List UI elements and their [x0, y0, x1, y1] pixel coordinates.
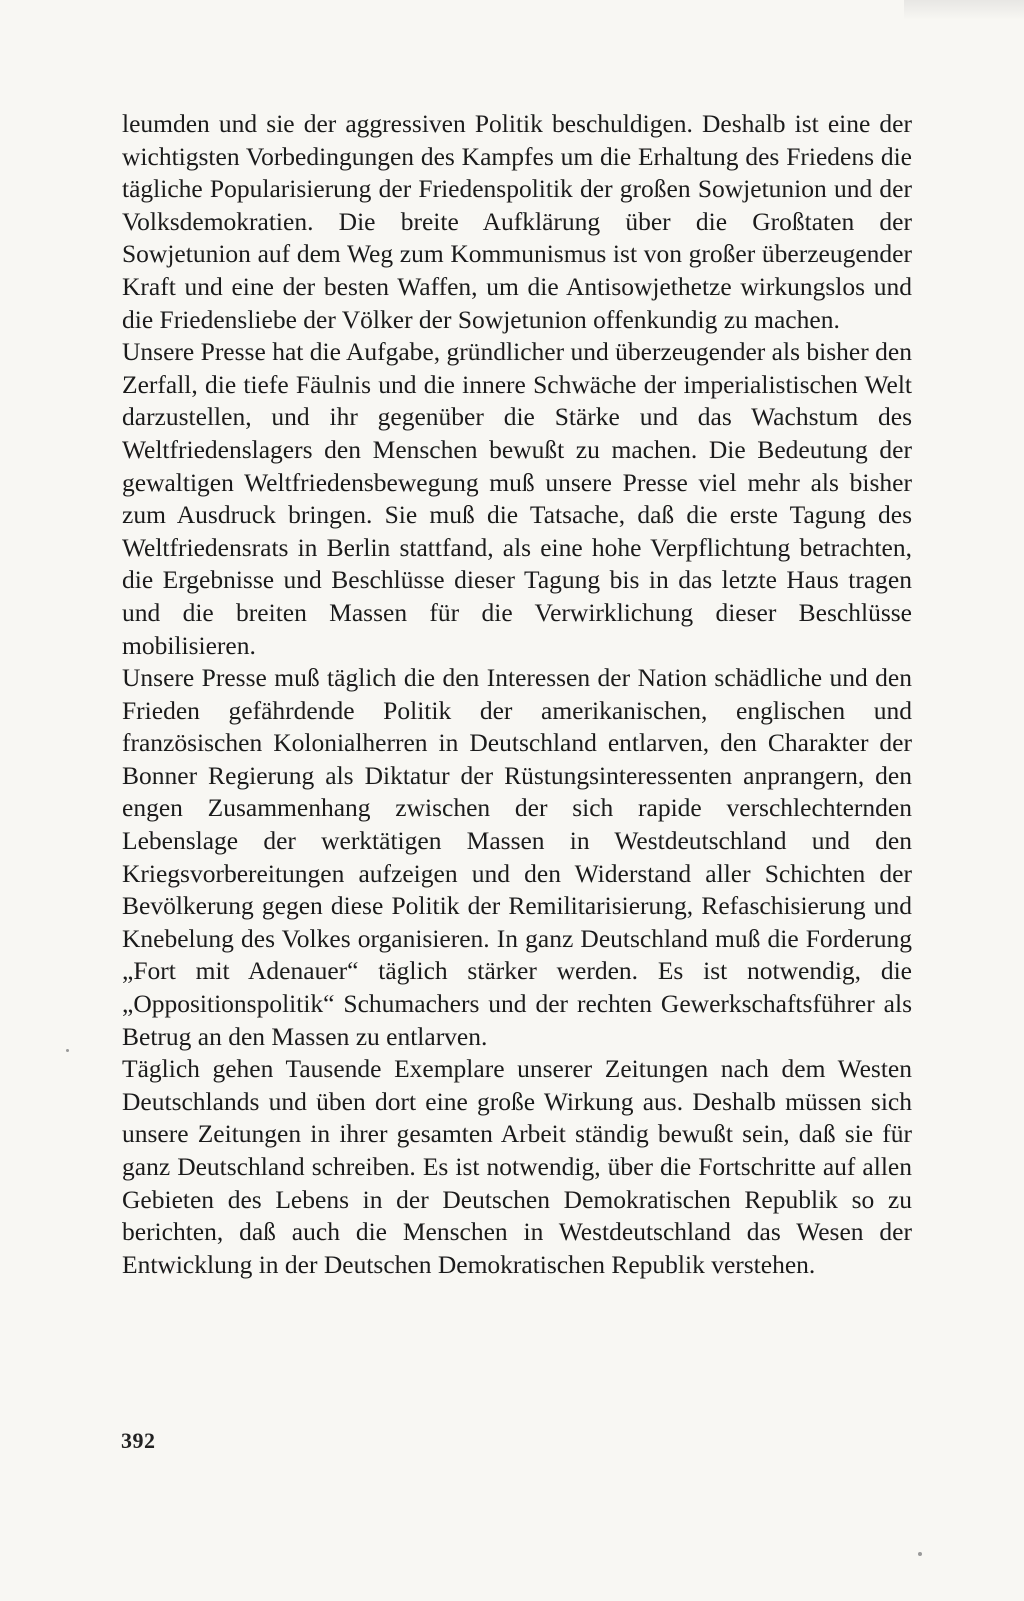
page-number: 392	[121, 1428, 156, 1453]
paragraph-3: Unsere Presse muß täglich die den Interessen der Nation schädliche und den Frieden gefährdende Politik der amerikanischen, englischen und französischen Kolonialherren in Deutschland entlarven, den Charakter der Bonner Regierung als Diktatur der Rüstungsinteressenten anprangern, den engen Zusammenhang zwischen der sich rapide verschlechternden Lebenslage der werktätigen Massen in Westdeutschland und den Kriegsvorbereitungen aufzeigen und den Widerstand aller Schichten der Bevölkerung gegen diese Politik der Remilitarisierung, Refaschisierung und Knebelung des Volkes organisieren. In ganz Deutschland muß die Forderung „Fort mit Adenauer“ täglich stärker werden. Es ist notwendig, die „Oppositionspolitik“ Schumachers und der rechten Gewerkschaftsführer als Betrug an den Massen zu entlarven.	[122, 663, 912, 1051]
paragraph-1: leumden und sie der aggressiven Politik beschuldigen. Deshalb ist eine der wichtigsten Vorbedingungen des Kampfes um die Erhaltung des Friedens die tägliche Popularisierung der Friedenspolitik der großen Sowjetunion und der Volksdemokratien. Die breite Aufklärung über die Großtaten der Sowjetunion auf dem Weg zum Kommunismus ist von großer überzeugender Kraft und eine der besten Waffen, um die Antisowjethetze wirkungslos und die Friedensliebe der Völker der Sowjetunion offenkundig zu machen.	[122, 109, 912, 334]
scan-speck	[918, 1552, 922, 1556]
paragraph-4: Täglich gehen Tausende Exemplare unserer Zeitungen nach dem Westen Deutschlands und üben dort eine große Wirkung aus. Deshalb müssen sich unsere Zeitungen in ihrer gesamten Arbeit ständig bewußt sein, daß sie für ganz Deutschland schreiben. Es ist notwendig, über die Fortschritte auf allen Gebieten des Lebens in der Deutschen Demokratischen Republik so zu berichten, daß auch die Menschen in Westdeutschland das Wesen der Entwicklung in der Deutschen Demokratischen Republik verstehen.	[122, 1054, 912, 1279]
body-text	[122, 108, 912, 1281]
scan-speck	[66, 1049, 69, 1052]
paragraph-2: Unsere Presse hat die Aufgabe, gründlicher und überzeugender als bisher den Zerfall, die tiefe Fäulnis und die innere Schwäche der imperialistischen Welt darzustellen, und ihr gegenüber die Stärke und das Wachstum des Weltfriedenslagers den Menschen bewußt zu machen. Die Bedeutung der gewaltigen Weltfriedensbewegung muß unsere Presse viel mehr als bisher zum Ausdruck bringen. Sie muß die Tatsache, daß die erste Tagung des Weltfriedensrats in Berlin stattfand, als eine hohe Verpflichtung betrachten, die Ergebnisse und Beschlüsse dieser Tagung bis in das letzte Haus tragen und die breiten Massen für die Verwirklichung dieser Beschlüsse mobilisieren.	[122, 337, 912, 660]
scan-shadow	[904, 0, 1024, 20]
